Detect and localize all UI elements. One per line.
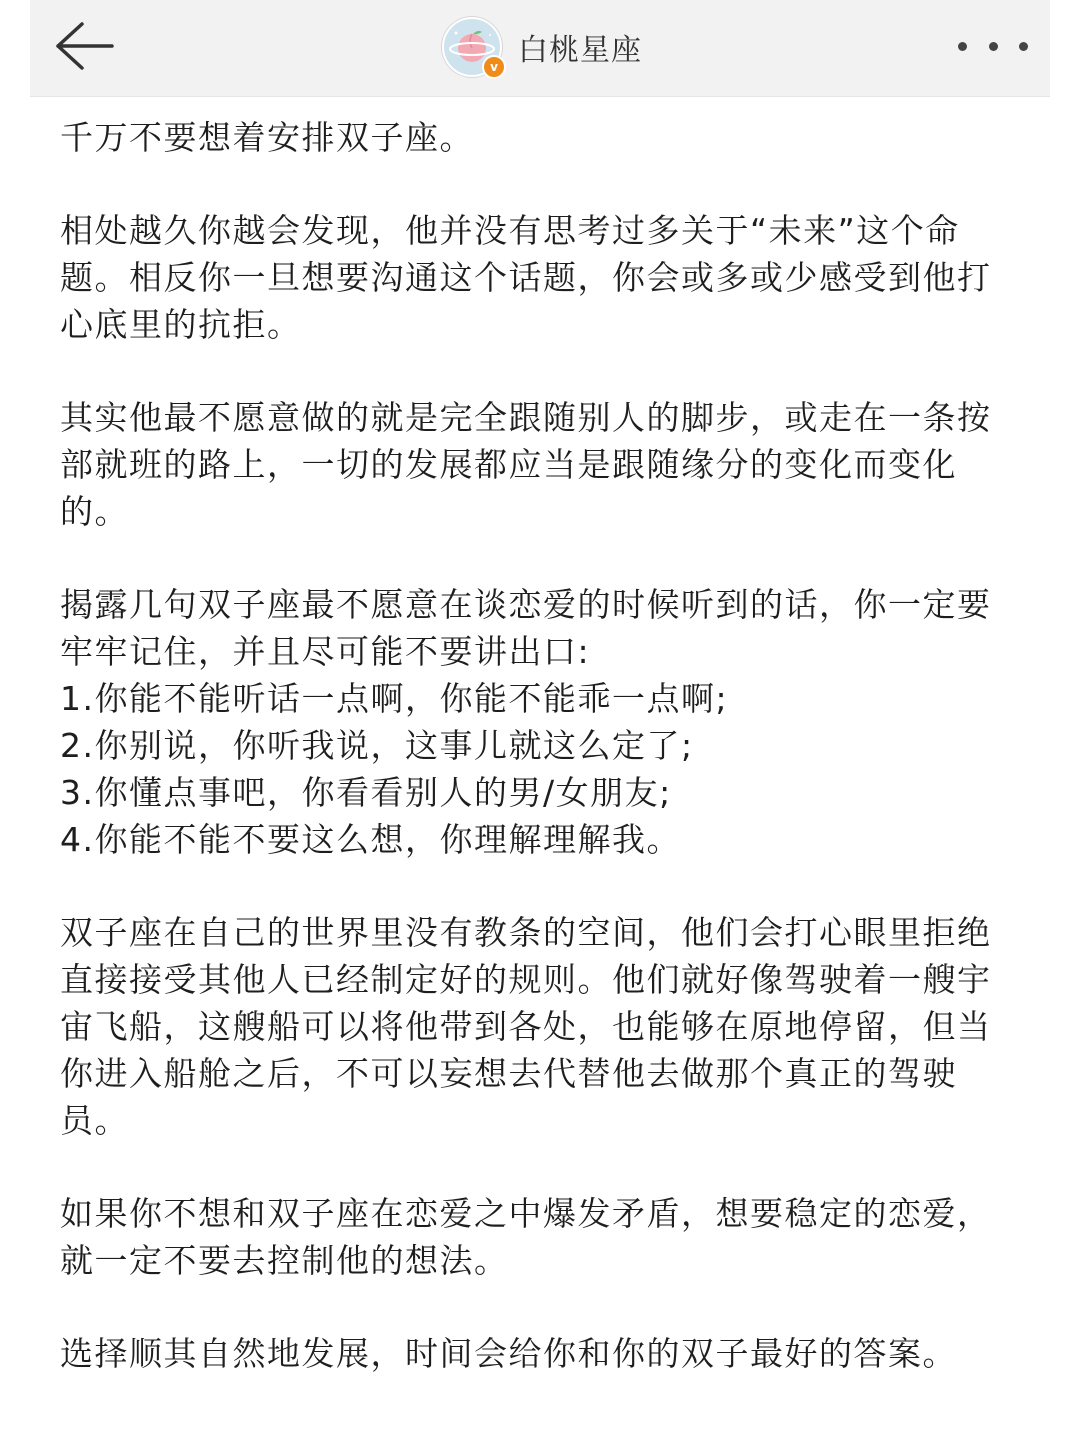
more-options-button[interactable] [958, 26, 1028, 66]
avatar[interactable] [442, 17, 502, 77]
more-dot-icon [989, 42, 998, 51]
top-nav-bar [30, 0, 1050, 97]
more-dot-icon [1019, 42, 1028, 51]
post-paragraph-4 [60, 581, 1000, 863]
account-header[interactable] [442, 14, 642, 80]
post-list-item: 4.你能不能不要这么想，你理解理解我。 [60, 820, 681, 859]
post-list-intro: 揭露几句双子座最不愿意在谈恋爱的时候听到的话，你一定要牢牢记住，并且尽可能不要讲出口: [60, 585, 992, 671]
more-dot-icon [958, 42, 967, 51]
post-paragraph-3: 其实他最不愿意做的就是完全跟随别人的脚步，或走在一条按部就班的路上，一切的发展都应当是跟随缘分的变化而变化的。 [60, 398, 992, 531]
post-body [60, 114, 1000, 1423]
post-paragraph-2: 相处越久你越会发现，他并没有思考过多关于“未来”这个命题。相反你一旦想要沟通这个话题，你会或多或少感受到他打心底里的抗拒。 [60, 211, 992, 344]
back-arrow-icon[interactable] [52, 18, 116, 74]
post-list-item: 1.你能不能听话一点啊，你能不能乖一点啊; [60, 679, 729, 718]
post-paragraph-5: 双子座在自己的世界里没有教条的空间，他们会打心眼里拒绝直接接受其他人已经制定好的规则。他们就好像驾驶着一艘宇宙飞船，这艘船可以将他带到各处，也能够在原地停留，但当你进入船舱之后，不可以妄想去代替他去做那个真正的驾驶员。 [60, 913, 992, 1140]
account-name[interactable]: 白桃星座 [518, 33, 642, 68]
post-list-item: 3.你懂点事吧，你看看别人的男/女朋友; [60, 773, 672, 812]
post-paragraph-1: 千万不要想着安排双子座。 [60, 118, 474, 157]
post-list-item: 2.你别说，你听我说，这事儿就这么定了; [60, 726, 694, 765]
post-paragraph-6: 如果你不想和双子座在恋爱之中爆发矛盾，想要稳定的恋爱，就一定不要去控制他的想法。 [60, 1194, 992, 1280]
verified-badge-icon: v [482, 55, 506, 79]
post-paragraph-7: 选择顺其自然地发展，时间会给你和你的双子最好的答案。 [60, 1334, 957, 1373]
